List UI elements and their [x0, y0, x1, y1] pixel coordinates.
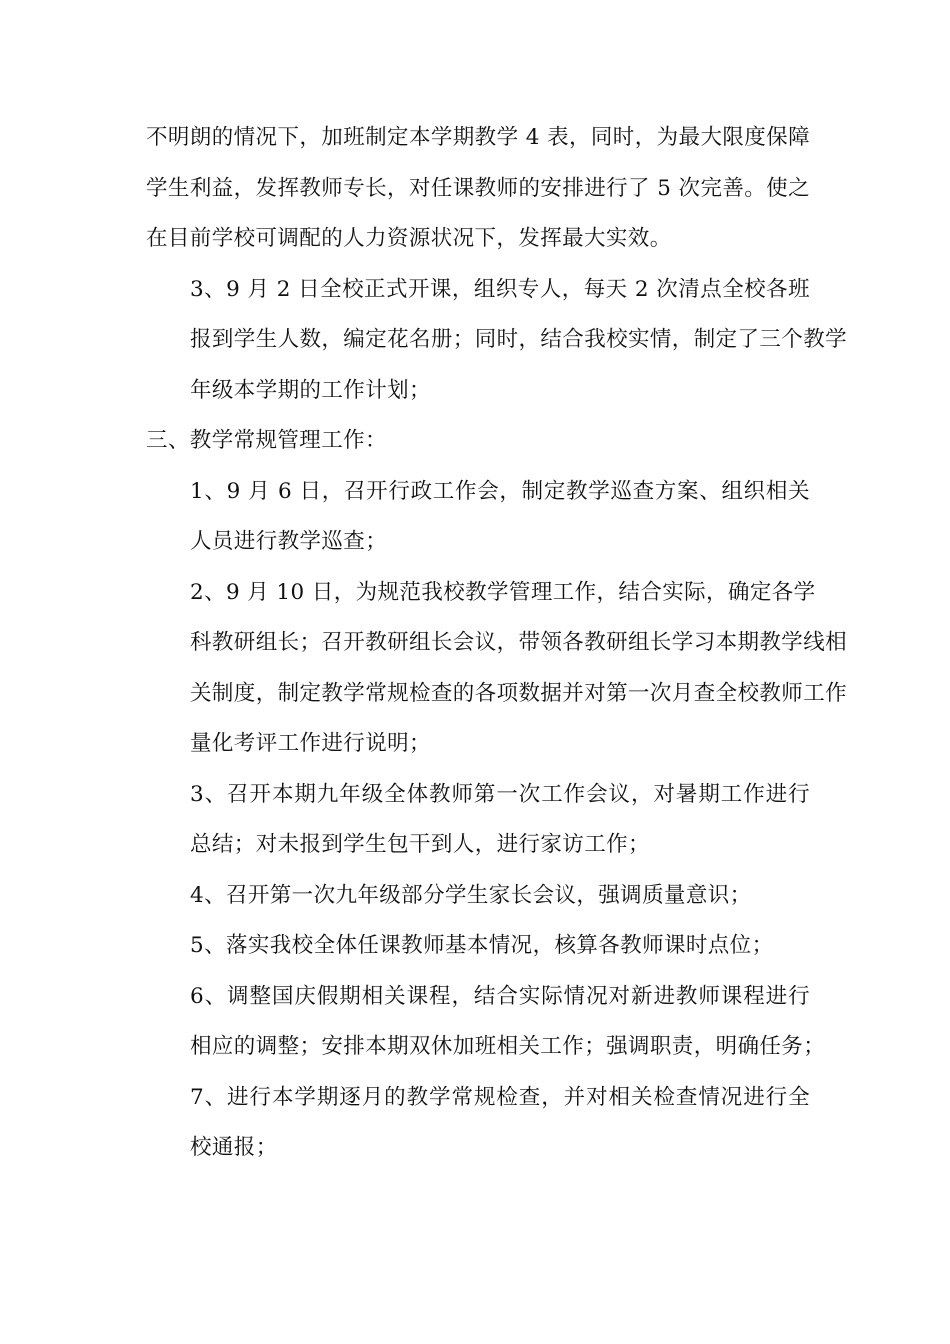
- text-line: 年级本学期的工作计划；: [190, 377, 431, 403]
- paragraph: [146, 972, 826, 1073]
- paragraph: [146, 568, 848, 770]
- text-line: 不明朗的情况下，加班制定本学期教学 4 表，同时，为最大限度保障: [146, 125, 810, 150]
- text-line: 报到学生人数，编定花名册；同时，结合我校实情，制定了三个教学: [190, 327, 848, 352]
- text-line: 3、召开本期九年级全体教师第一次工作会议，对暑期工作进行: [190, 781, 810, 807]
- text-line: 三、教学常规管理工作：: [146, 428, 387, 453]
- text-line: 总结；对未报到学生包干到人，进行家访工作；: [190, 832, 650, 857]
- document-body: [146, 113, 848, 1174]
- paragraph: [146, 921, 810, 972]
- text-line: 3、9 月 2 日全校正式开课，组织专人，每天 2 次清点全校各班: [190, 276, 810, 302]
- text-line: 关制度，制定教学常规检查的各项数据并对第一次月查全校教师工作: [190, 680, 848, 706]
- text-line: 7、进行本学期逐月的教学常规检查，并对相关检查情况进行全: [190, 1084, 810, 1110]
- text-line: 1、9 月 6 日，召开行政工作会，制定教学巡查方案、组织相关: [190, 478, 810, 504]
- paragraph: [146, 416, 810, 467]
- text-line: 在目前学校可调配的人力资源状况下，发挥最大实效。: [146, 226, 672, 251]
- paragraph: [146, 265, 848, 417]
- text-line: 2、9 月 10 日，为规范我校教学管理工作，结合实际，确定各学: [190, 579, 816, 605]
- text-line: 6、调整国庆假期相关课程，结合实际情况对新进教师课程进行: [190, 983, 810, 1009]
- paragraph: [146, 770, 810, 871]
- text-line: 相应的调整；安排本期双休加班相关工作；强调职责，明确任务；: [190, 1034, 826, 1059]
- text-line: 5、落实我校全体任课教师基本情况，核算各教师课时点位；: [190, 933, 774, 958]
- paragraph: [146, 113, 810, 265]
- text-line: 4、召开第一次九年级部分学生家长会议，强调质量意识；: [190, 882, 752, 908]
- paragraph: [146, 1073, 810, 1174]
- text-line: 人员进行教学巡查；: [190, 529, 388, 554]
- paragraph: [146, 871, 810, 922]
- text-line: 校通报；: [190, 1135, 278, 1160]
- text-line: 科教研组长；召开教研组长会议，带领各教研组长学习本期教学线相: [190, 630, 848, 655]
- text-line: 量化考评工作进行说明；: [190, 731, 431, 756]
- text-line: 学生利益，发挥教师专长，对任课教师的安排进行了 5 次完善。使之: [146, 175, 810, 201]
- paragraph: [146, 467, 810, 568]
